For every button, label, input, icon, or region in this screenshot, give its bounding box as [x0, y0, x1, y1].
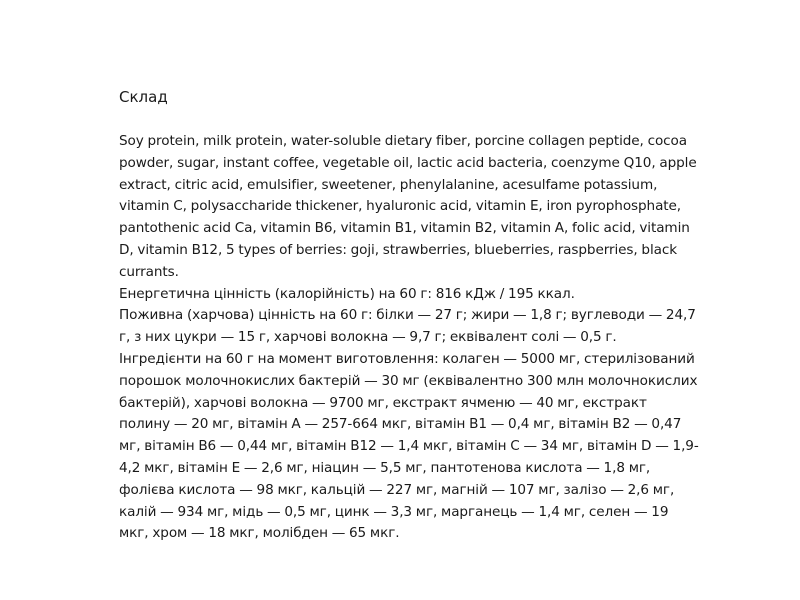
ingredients-amounts: Інгредієнти на 60 г на момент виготовлення: колаген — 5000 мг, стерилізований порошок молочнокислих бактерій — 30 мг (еквівалентно 300 млн молочнокислих бактерій), харчові волокна — 9700 мг, екстракт ячменю — 40 мг, екстракт полину — 20 мг, вітамін А — 257-664 мкг, вітамін В1 — 0,4 мг, вітамін В2 — 0,47 мг, вітамін В6 — 0,44 мг, вітамін В12 — 1,4 мкг, вітамін С — 34 мг, вітамін D — 1,9-4,2 мкг, вітамін Е — 2,6 мг, ніацин — 5,5 мг, пантотенова кислота — 1,8 мг, фолієва кислота — 98 мкг, кальцій — 227 мг, магній — 107 мг, залізо — 2,6 мг, калій — 934 мг, мідь — 0,5 мг, цинк — 3,3 мг, марганець — 1,4 мг, селен — 19 мкг, хром — 18 мкг, молібден — 65 мкг. — [119, 350, 699, 542]
composition-heading: Склад — [119, 88, 168, 106]
composition-section — [119, 86, 699, 545]
energy-value: Енергетична цінність (калорійність) на 60 г: 816 кДж / 195 ккал. — [119, 285, 575, 302]
composition-text — [119, 131, 699, 545]
nutritional-value: Поживна (харчова) цінність на 60 г: білки — 27 г; жири — 1,8 г; вуглеводи — 24,7 г, з них цукри — 15 г, харчові волокна — 9,7 г; еквівалент солі — 0,5 г. — [119, 307, 696, 346]
ingredients-en: Soy protein, milk protein, water-soluble dietary fiber, porcine collagen peptide, cocoa powder, sugar, instant coffee, vegetable oil, lactic acid bacteria, coenzyme Q10, apple extract, citric acid, emulsifier, sweetener, phenylalanine, acesulfame potassium, vitamin C, polysaccharide thickener, hyaluronic acid, vitamin E, iron pyrophosphate, pantothenic acid Ca, vitamin B6, vitamin B1, vitamin B2, vitamin A, folic acid, vitamin D, vitamin B12, 5 types of berries: goji, strawberries, blueberries, raspberries, black currants. — [119, 133, 697, 280]
